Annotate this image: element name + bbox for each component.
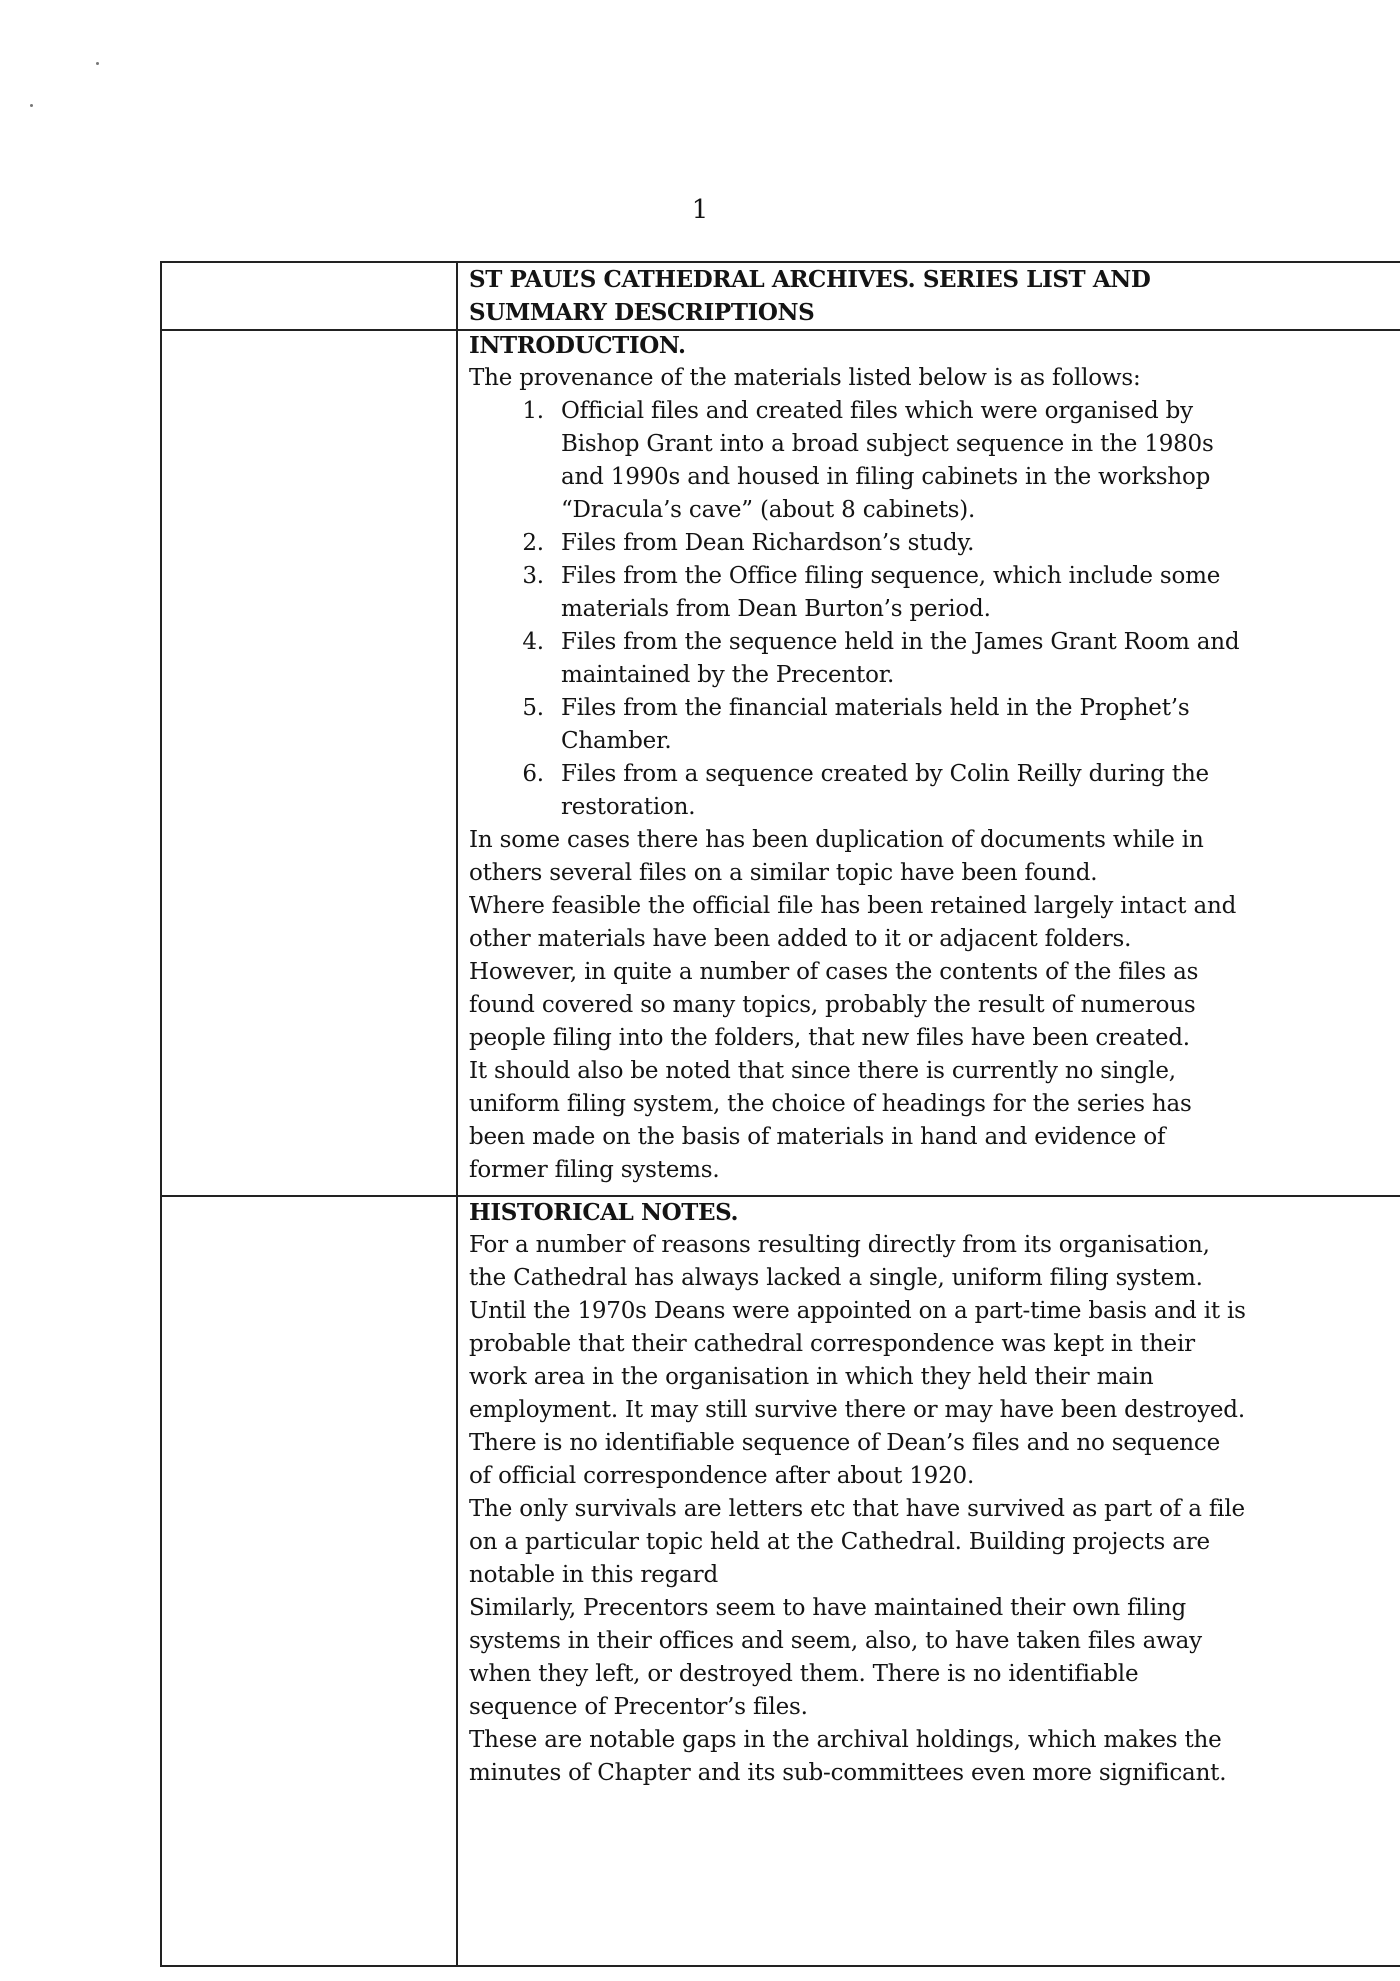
- provenance-item: 6. Files from a sequence created by Colin Reilly during the restoration.: [551, 758, 1251, 824]
- provenance-list: [469, 395, 1251, 824]
- title-cell: [469, 263, 1169, 329]
- provenance-item: 2. Files from Dean Richardson’s study.: [551, 527, 1251, 560]
- historical-notes-body: [469, 1229, 1249, 1790]
- page-number: 1: [691, 195, 709, 225]
- provenance-item: 1. Official files and created files which were organised by Bishop Grant into a broad subject sequence in the 1980s and 1990s and housed in filing cabinets in the workshop “Dracula’s cave” (about 8 cabinets).: [551, 395, 1251, 527]
- historical-notes-paragraph: These are notable gaps in the archival holdings, which makes the minutes of Chapter and its sub-committees even more significant.: [469, 1727, 1227, 1786]
- introduction-body: [469, 824, 1249, 1187]
- table-column-divider: [456, 261, 458, 1967]
- provenance-item: 3. Files from the Office filing sequence, which include some materials from Dean Burton’s period.: [551, 560, 1251, 626]
- provenance-item: 5. Files from the financial materials held in the Prophet’s Chamber.: [551, 692, 1251, 758]
- introduction-heading: INTRODUCTION.: [469, 332, 686, 359]
- series-table: [160, 261, 1400, 1967]
- introduction-paragraph: It should also be noted that since there is currently no single, uniform filing system, the choice of headings for the series has been made on the basis of materials in hand and evidence of former filing systems.: [469, 1058, 1192, 1183]
- table-border-left: [160, 261, 162, 1967]
- provenance-item: 4. Files from the sequence held in the James Grant Room and maintained by the Precentor.: [551, 626, 1251, 692]
- introduction-lead: The provenance of the materials listed below is as follows:: [469, 365, 1141, 391]
- introduction-paragraph: In some cases there has been duplication of documents while in others several files on a similar topic have been found.: [469, 827, 1204, 886]
- table-border-bottom: [160, 1965, 1400, 1967]
- scan-speck: [96, 62, 99, 65]
- document-title: ST PAUL’S CATHEDRAL ARCHIVES. SERIES LIST AND SUMMARY DESCRIPTIONS: [469, 266, 1151, 326]
- introduction-paragraph: Where feasible the official file has been retained largely intact and other materials have been added to it or adjacent folders.: [469, 893, 1237, 952]
- introduction-cell: [469, 329, 1389, 1187]
- historical-notes-heading: HISTORICAL NOTES.: [469, 1199, 739, 1226]
- historical-notes-paragraph: For a number of reasons resulting directly from its organisation, the Cathedral has always lacked a single, uniform filing system.: [469, 1232, 1210, 1291]
- historical-notes-paragraph: There is no identifiable sequence of Dean’s files and no sequence of official correspondence after about 1920.: [469, 1430, 1221, 1489]
- historical-notes-paragraph: Until the 1970s Deans were appointed on a part-time basis and it is probable that their cathedral correspondence was kept in their work area in the organisation in which they held their main employment. It may still survive there or may have been destroyed.: [469, 1298, 1246, 1423]
- introduction-paragraph: However, in quite a number of cases the contents of the files as found covered so many topics, probably the result of numerous people filing into the folders, that new files have been created.: [469, 959, 1199, 1051]
- historical-notes-paragraph: Similarly, Precentors seem to have maintained their own filing systems in their offices and seem, also, to have taken files away when they left, or destroyed them. There is no identifiable sequence of Precentor’s files.: [469, 1595, 1202, 1720]
- scan-speck: [30, 104, 33, 107]
- historical-notes-cell: [469, 1196, 1389, 1790]
- historical-notes-paragraph: The only survivals are letters etc that have survived as part of a file on a particular topic held at the Cathedral. Building projects are notable in this regard: [469, 1496, 1245, 1588]
